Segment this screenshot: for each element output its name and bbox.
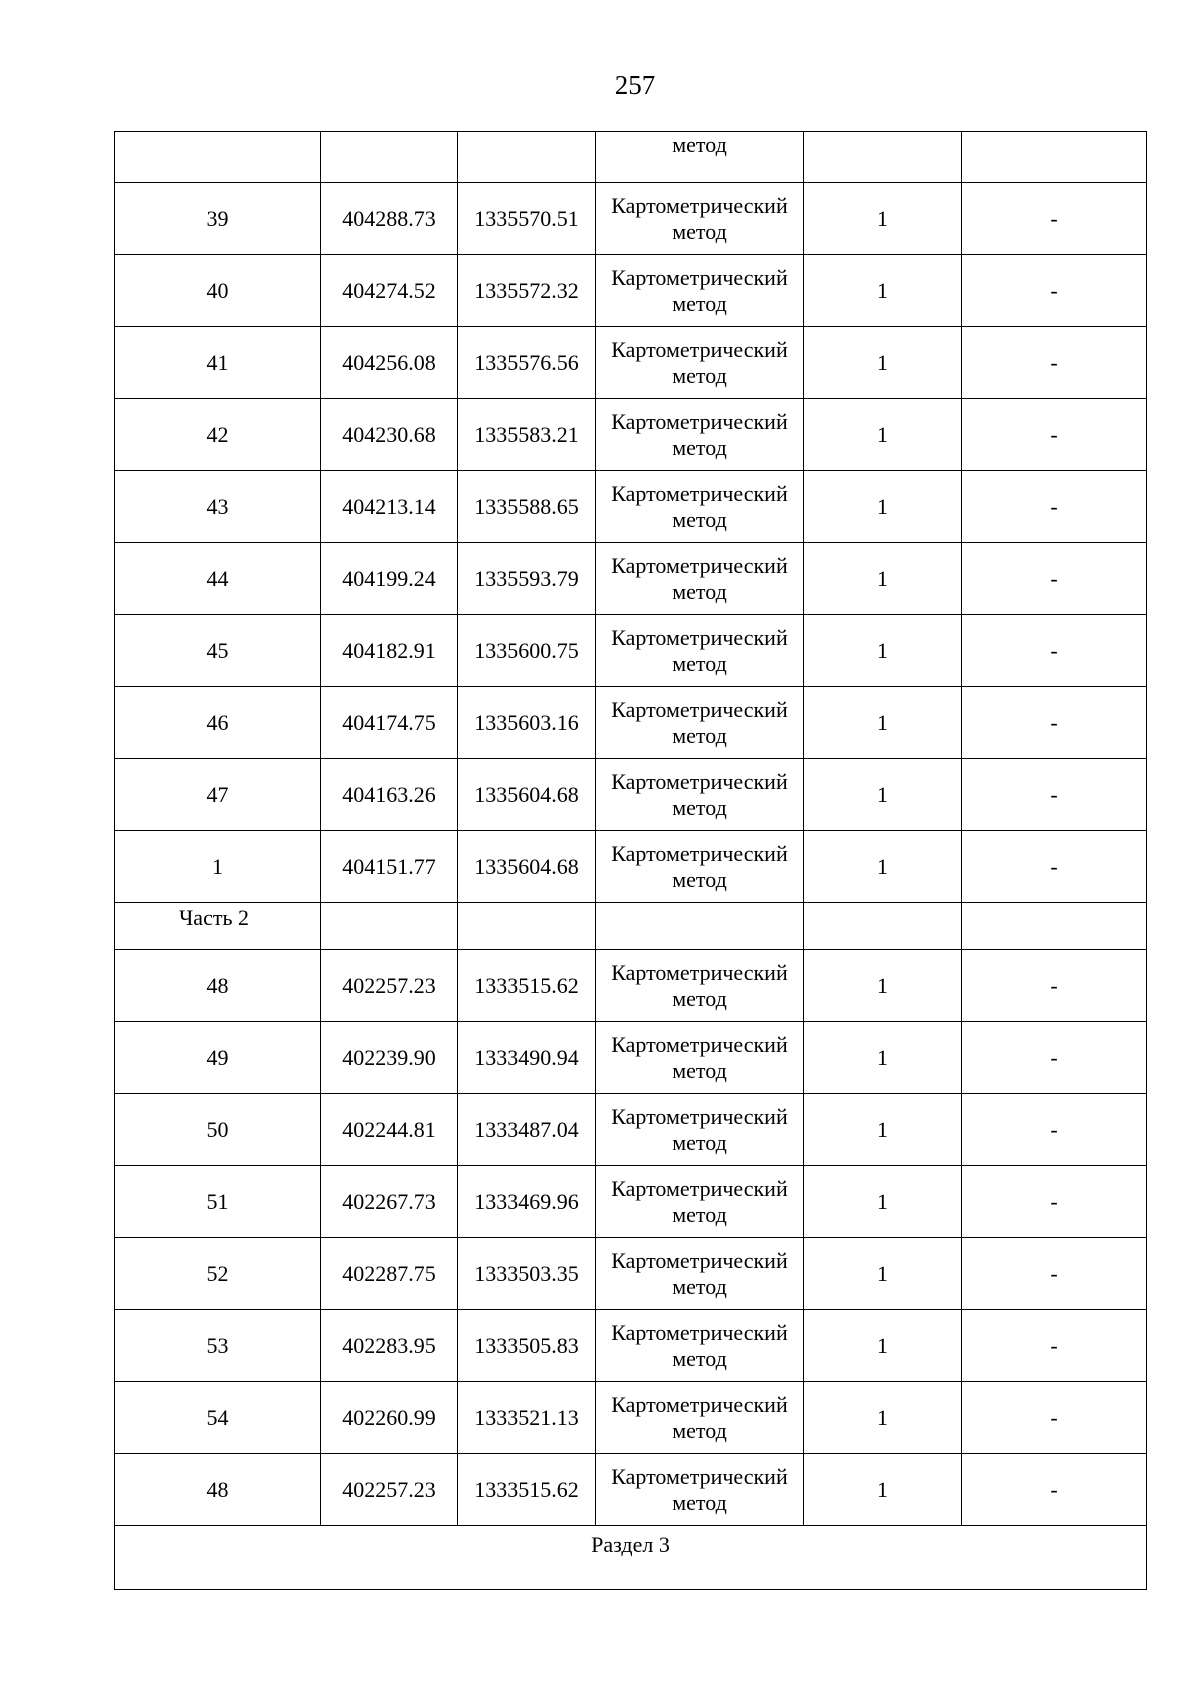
x-coordinate-cell: 402260.99: [321, 1382, 458, 1454]
accuracy-cell: [804, 132, 962, 183]
y-coordinate-cell: 1333503.35: [458, 1238, 596, 1310]
y-coordinate-cell: 1335572.32: [458, 255, 596, 327]
table-row: [115, 471, 1147, 543]
x-coordinate-cell: 404230.68: [321, 399, 458, 471]
method-cell: [596, 950, 804, 1022]
method-cell: [596, 759, 804, 831]
method-cell: [596, 471, 804, 543]
note-cell: -: [962, 255, 1147, 327]
method-line-1: Картометрический: [611, 1319, 788, 1345]
y-coordinate-cell: 1335593.79: [458, 543, 596, 615]
method-line-1: Картометрический: [611, 696, 788, 722]
method-line-1: Картометрический: [611, 1247, 788, 1273]
point-number-cell: 52: [115, 1238, 321, 1310]
x-coordinate-cell: 404174.75: [321, 687, 458, 759]
note-cell: -: [962, 687, 1147, 759]
method-line-2: метод: [672, 722, 727, 748]
note-cell: -: [962, 471, 1147, 543]
x-coordinate-cell: 402287.75: [321, 1238, 458, 1310]
method-line-2: метод: [672, 1417, 727, 1443]
table-row: [115, 1310, 1147, 1382]
method-cell: [596, 399, 804, 471]
y-coordinate-cell: 1333469.96: [458, 1166, 596, 1238]
point-number-cell: 48: [115, 1454, 321, 1526]
point-number-cell: 54: [115, 1382, 321, 1454]
x-coordinate-cell: 404182.91: [321, 615, 458, 687]
note-cell: -: [962, 399, 1147, 471]
point-number-cell: 39: [115, 183, 321, 255]
point-number-cell: 47: [115, 759, 321, 831]
y-coordinate-cell: 1335570.51: [458, 183, 596, 255]
accuracy-cell: 1: [804, 471, 962, 543]
x-coordinate-cell: 404213.14: [321, 471, 458, 543]
y-coordinate-cell: 1333490.94: [458, 1022, 596, 1094]
method-line-1: Картометрический: [611, 408, 788, 434]
note-cell: -: [962, 759, 1147, 831]
method-cell: [596, 183, 804, 255]
y-coordinate-cell: 1335588.65: [458, 471, 596, 543]
method-line-2: метод: [672, 1489, 727, 1515]
continuation-row: [115, 132, 1147, 183]
method-line-1: Картометрический: [611, 768, 788, 794]
point-number-cell: 42: [115, 399, 321, 471]
x-coordinate-cell: 404163.26: [321, 759, 458, 831]
accuracy-cell: 1: [804, 1310, 962, 1382]
method-line-2: метод: [672, 578, 727, 604]
x-coordinate-cell: 402257.23: [321, 950, 458, 1022]
table-row: [115, 255, 1147, 327]
method-cell: [596, 543, 804, 615]
page-number: 257: [614, 70, 656, 100]
note-cell: -: [962, 183, 1147, 255]
y-coordinate-cell: 1333521.13: [458, 1382, 596, 1454]
x-coordinate-cell: 404288.73: [321, 183, 458, 255]
empty-cell: [596, 903, 804, 950]
y-coordinate-cell: 1335600.75: [458, 615, 596, 687]
method-line-2: метод: [672, 985, 727, 1011]
coordinates-table: [114, 131, 1147, 1590]
empty-cell: [962, 903, 1147, 950]
accuracy-cell: 1: [804, 687, 962, 759]
point-number-cell: 41: [115, 327, 321, 399]
method-line-1: Картометрический: [611, 264, 788, 290]
x-coordinate-cell: [321, 132, 458, 183]
method-line-2: метод: [672, 362, 727, 388]
section-header-row: [115, 1526, 1147, 1590]
method-line-1: Картометрический: [611, 624, 788, 650]
method-line-2: метод: [672, 506, 727, 532]
table-row: [115, 1166, 1147, 1238]
table-row: [115, 1094, 1147, 1166]
method-cell: [596, 327, 804, 399]
table-row: [115, 1022, 1147, 1094]
accuracy-cell: 1: [804, 183, 962, 255]
y-coordinate-cell: 1335604.68: [458, 759, 596, 831]
accuracy-cell: 1: [804, 543, 962, 615]
x-coordinate-cell: 404199.24: [321, 543, 458, 615]
method-cell: [596, 1166, 804, 1238]
note-cell: -: [962, 543, 1147, 615]
accuracy-cell: 1: [804, 950, 962, 1022]
point-number-cell: [115, 132, 321, 183]
x-coordinate-cell: 402244.81: [321, 1094, 458, 1166]
method-line-1: Картометрический: [611, 552, 788, 578]
note-cell: -: [962, 327, 1147, 399]
point-number-cell: 45: [115, 615, 321, 687]
method-line-2: метод: [672, 1345, 727, 1371]
accuracy-cell: 1: [804, 1022, 962, 1094]
method-cell: [596, 1094, 804, 1166]
point-number-cell: 53: [115, 1310, 321, 1382]
accuracy-cell: 1: [804, 399, 962, 471]
note-cell: -: [962, 1022, 1147, 1094]
note-cell: [962, 132, 1147, 183]
table-row: [115, 183, 1147, 255]
method-line-2: метод: [672, 1273, 727, 1299]
method-cell: [596, 687, 804, 759]
part-label: Часть 2: [115, 903, 321, 950]
table-row: [115, 615, 1147, 687]
method-line-1: Картометрический: [611, 1103, 788, 1129]
accuracy-cell: 1: [804, 1382, 962, 1454]
x-coordinate-cell: 404151.77: [321, 831, 458, 903]
y-coordinate-cell: 1335576.56: [458, 327, 596, 399]
note-cell: -: [962, 1454, 1147, 1526]
accuracy-cell: 1: [804, 1094, 962, 1166]
method-line-2: метод: [672, 290, 727, 316]
coordinates-table-body: [115, 132, 1147, 1590]
table-row: [115, 399, 1147, 471]
method-cell: [596, 831, 804, 903]
table-row: [115, 950, 1147, 1022]
method-line-1: Картометрический: [611, 959, 788, 985]
point-number-cell: 46: [115, 687, 321, 759]
y-coordinate-cell: 1335604.68: [458, 831, 596, 903]
note-cell: -: [962, 1310, 1147, 1382]
method-cell: [596, 1022, 804, 1094]
point-number-cell: 50: [115, 1094, 321, 1166]
note-cell: -: [962, 1238, 1147, 1310]
y-coordinate-cell: 1335603.16: [458, 687, 596, 759]
table-row: [115, 1382, 1147, 1454]
y-coordinate-cell: 1333487.04: [458, 1094, 596, 1166]
method-line-2: метод: [672, 218, 727, 244]
y-coordinate-cell: 1333515.62: [458, 1454, 596, 1526]
point-number-cell: 51: [115, 1166, 321, 1238]
x-coordinate-cell: 404274.52: [321, 255, 458, 327]
point-number-cell: 1: [115, 831, 321, 903]
method-line-1: Картометрический: [611, 1463, 788, 1489]
method-line-2: метод: [672, 866, 727, 892]
x-coordinate-cell: 402239.90: [321, 1022, 458, 1094]
table-row: [115, 1454, 1147, 1526]
method-line-1: Картометрический: [611, 1391, 788, 1417]
method-cell: [596, 1382, 804, 1454]
x-coordinate-cell: 404256.08: [321, 327, 458, 399]
point-number-cell: 40: [115, 255, 321, 327]
method-cell: [596, 1454, 804, 1526]
accuracy-cell: 1: [804, 759, 962, 831]
table-row: [115, 687, 1147, 759]
note-cell: -: [962, 1094, 1147, 1166]
accuracy-cell: 1: [804, 255, 962, 327]
method-line-2: метод: [672, 1129, 727, 1155]
table-row: [115, 759, 1147, 831]
x-coordinate-cell: 402283.95: [321, 1310, 458, 1382]
note-cell: -: [962, 1382, 1147, 1454]
point-number-cell: 49: [115, 1022, 321, 1094]
point-number-cell: 43: [115, 471, 321, 543]
method-cell: [596, 1238, 804, 1310]
accuracy-cell: 1: [804, 327, 962, 399]
note-cell: -: [962, 831, 1147, 903]
accuracy-cell: 1: [804, 1454, 962, 1526]
method-line-2: метод: [672, 794, 727, 820]
accuracy-cell: 1: [804, 615, 962, 687]
y-coordinate-cell: [458, 132, 596, 183]
method-cell: [596, 255, 804, 327]
method-line-1: Картометрический: [611, 192, 788, 218]
part-header-row: [115, 903, 1147, 950]
method-line-1: Картометрический: [611, 1175, 788, 1201]
method-line-1: Картометрический: [611, 840, 788, 866]
method-line-1: Картометрический: [611, 480, 788, 506]
method-line-2: метод: [672, 434, 727, 460]
section-label: Раздел 3: [115, 1526, 1147, 1590]
accuracy-cell: 1: [804, 1238, 962, 1310]
y-coordinate-cell: 1333505.83: [458, 1310, 596, 1382]
accuracy-cell: 1: [804, 1166, 962, 1238]
method-cell: метод: [596, 132, 804, 183]
y-coordinate-cell: 1333515.62: [458, 950, 596, 1022]
y-coordinate-cell: 1335583.21: [458, 399, 596, 471]
table-row: [115, 543, 1147, 615]
note-cell: -: [962, 615, 1147, 687]
method-line-2: метод: [672, 1201, 727, 1227]
method-cell: [596, 1310, 804, 1382]
empty-cell: [458, 903, 596, 950]
method-line-1: Картометрический: [611, 1031, 788, 1057]
method-line-2: метод: [672, 1057, 727, 1083]
accuracy-cell: 1: [804, 831, 962, 903]
method-line-2: метод: [672, 650, 727, 676]
point-number-cell: 44: [115, 543, 321, 615]
empty-cell: [804, 903, 962, 950]
table-row: [115, 327, 1147, 399]
point-number-cell: 48: [115, 950, 321, 1022]
x-coordinate-cell: 402267.73: [321, 1166, 458, 1238]
note-cell: -: [962, 950, 1147, 1022]
x-coordinate-cell: 402257.23: [321, 1454, 458, 1526]
empty-cell: [321, 903, 458, 950]
note-cell: -: [962, 1166, 1147, 1238]
method-cell: [596, 615, 804, 687]
table-row: [115, 1238, 1147, 1310]
table-row: [115, 831, 1147, 903]
method-line-1: Картометрический: [611, 336, 788, 362]
